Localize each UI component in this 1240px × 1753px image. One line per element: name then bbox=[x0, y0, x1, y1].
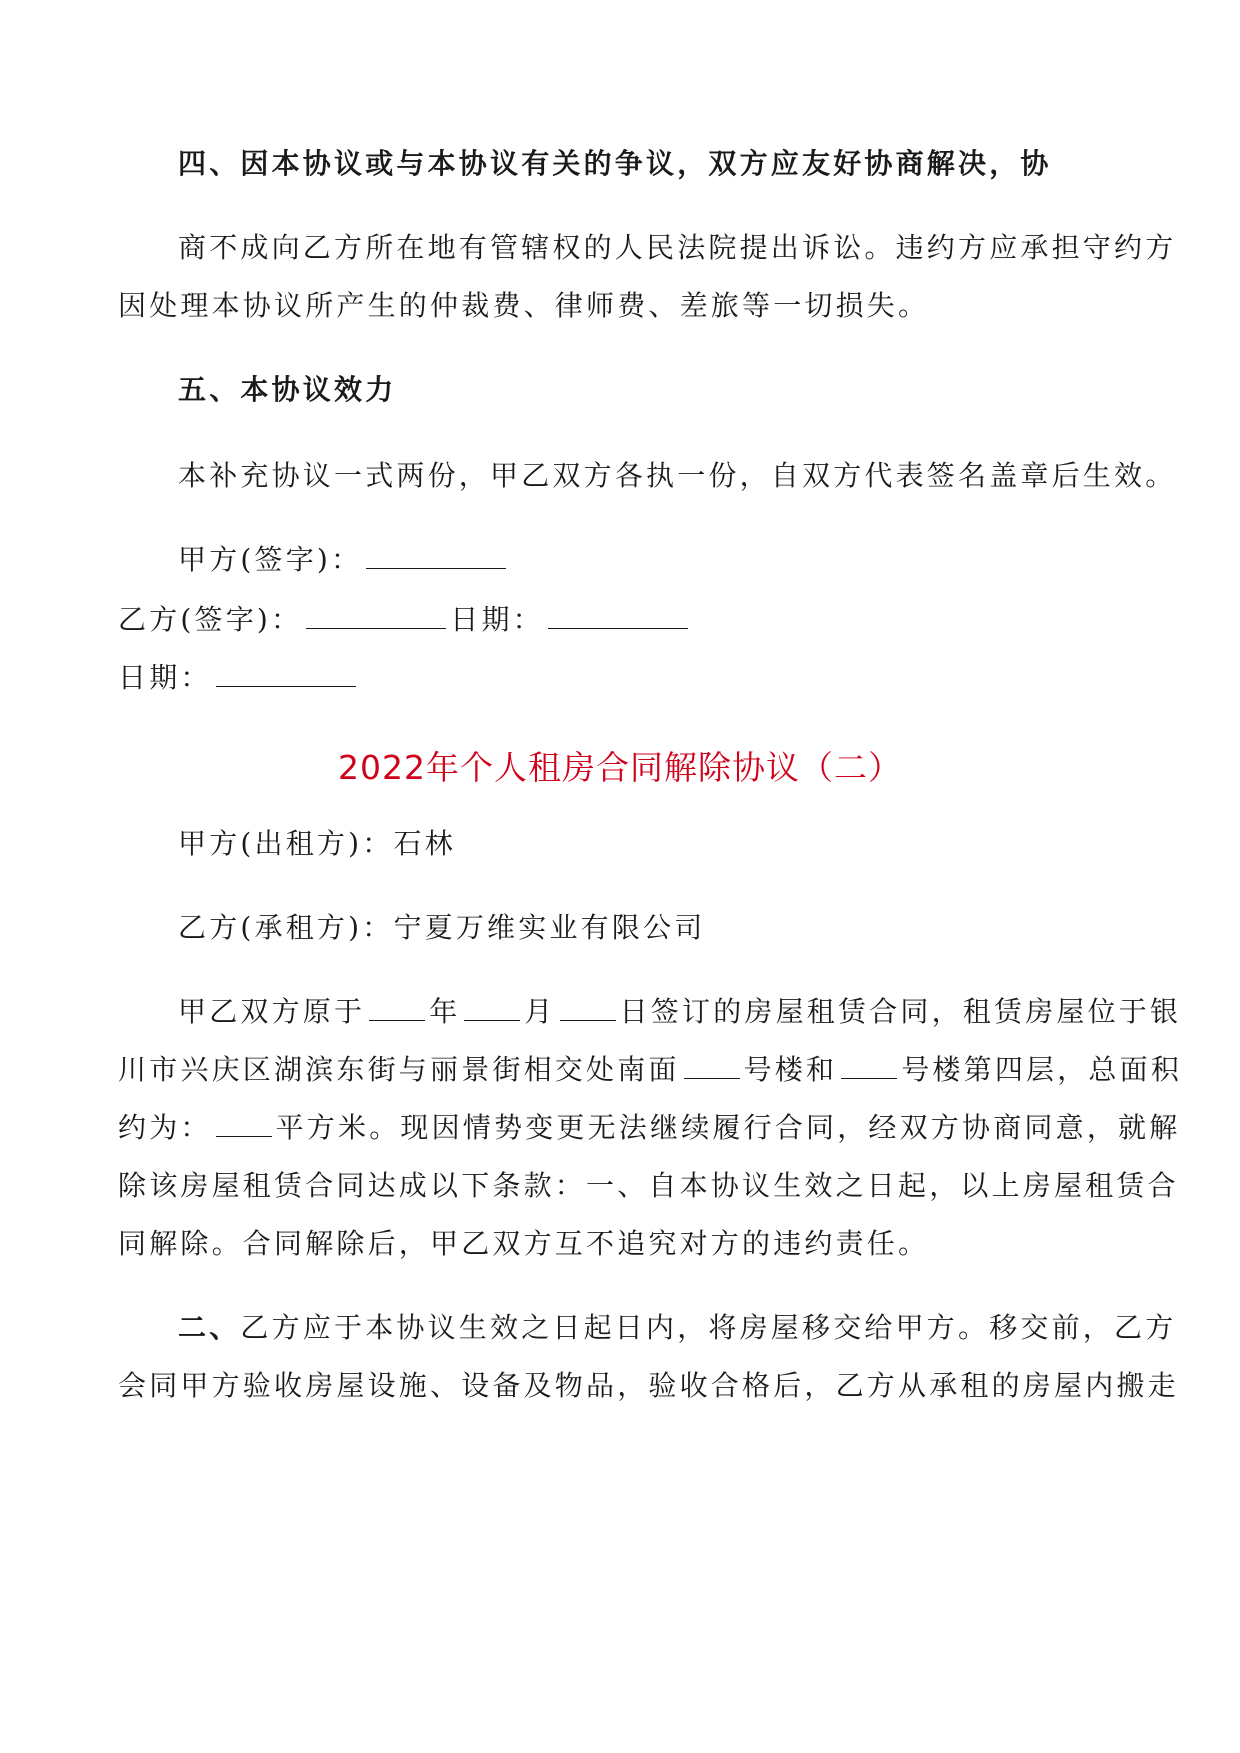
section-5-body: 本补充协议一式两份，甲乙双方各执一份，自双方代表签名盖章后生效。 bbox=[178, 459, 1177, 492]
doc2-p1-line-2 bbox=[118, 1052, 1183, 1088]
text-run: 平方米。现因情势变更无法继续履行合同，经双方协商同意，就解 bbox=[275, 1111, 1181, 1144]
party-b-date-blank bbox=[216, 660, 356, 687]
text-run: 约为： bbox=[118, 1111, 212, 1144]
text-run: 甲乙双方原于 bbox=[178, 995, 366, 1028]
party-b-signature-line bbox=[118, 602, 1118, 638]
text-run: 号楼和 bbox=[743, 1053, 838, 1086]
party-a-signature-label: 甲方(签字)： bbox=[178, 543, 363, 576]
day-blank bbox=[560, 994, 616, 1021]
section-5-heading: 五、本协议效力 bbox=[178, 373, 397, 406]
month-blank bbox=[464, 994, 520, 1021]
text-run: 乙方应于本协议生效之日起日内，将房屋移交给甲方。移交前，乙方 bbox=[240, 1311, 1177, 1344]
section-4-line-2: 因处理本协议所产生的仲裁费、律师费、差旅等一切损失。 bbox=[118, 289, 930, 322]
area-blank bbox=[216, 1110, 272, 1137]
party-b-signature-blank bbox=[306, 602, 446, 629]
text-run: 二、 bbox=[178, 1311, 241, 1344]
doc2-p1-line-5: 同解除。合同解除后，甲乙双方互不追究对方的违约责任。 bbox=[118, 1227, 930, 1260]
doc2-p1-line-4: 除该房屋租赁合同达成以下条款：一、自本协议生效之日起，以上房屋租赁合 bbox=[118, 1169, 1179, 1202]
section-4-line-1: 商不成向乙方所在地有管辖权的人民法院提出诉讼。违约方应承担守约方 bbox=[178, 231, 1177, 264]
text-run: 月 bbox=[524, 995, 556, 1028]
party-a-signature-blank bbox=[366, 542, 506, 569]
party-b-signature-label: 乙方(签字)： bbox=[118, 603, 303, 636]
doc2-party-a: 甲方(出租方)：石林 bbox=[178, 827, 456, 860]
building-number-blank-2 bbox=[841, 1052, 897, 1079]
section-4-heading: 四、因本协议或与本协议有关的争议，双方应友好协商解决，协 bbox=[178, 147, 1052, 180]
doc2-party-b: 乙方(承租方)：宁夏万维实业有限公司 bbox=[178, 911, 706, 944]
doc2-p1-line-1 bbox=[178, 994, 1182, 1030]
party-a-date-label: 日期： bbox=[450, 603, 544, 636]
party-a-signature-line bbox=[178, 542, 1178, 578]
party-a-date-blank bbox=[548, 602, 688, 629]
doc2-p2-line-1 bbox=[178, 1310, 1178, 1346]
text-run: 日签订的房屋租赁合同，租赁房屋位于银 bbox=[619, 995, 1182, 1028]
text-run: 川市兴庆区湖滨东街与丽景街相交处南面 bbox=[118, 1053, 680, 1086]
year-blank bbox=[369, 994, 425, 1021]
building-number-blank bbox=[684, 1052, 740, 1079]
party-b-date-line bbox=[118, 660, 1118, 696]
document-2-title: 2022年个人租房合同解除协议（二） bbox=[338, 748, 902, 787]
text-run: 号楼第四层，总面积 bbox=[901, 1053, 1183, 1086]
text-run: 年 bbox=[429, 995, 461, 1028]
doc2-p1-line-3 bbox=[118, 1110, 1181, 1146]
party-b-date-label: 日期： bbox=[118, 661, 212, 694]
doc2-p2-line-2: 会同甲方验收房屋设施、设备及物品，验收合格后，乙方从承租的房屋内搬走 bbox=[118, 1369, 1179, 1402]
